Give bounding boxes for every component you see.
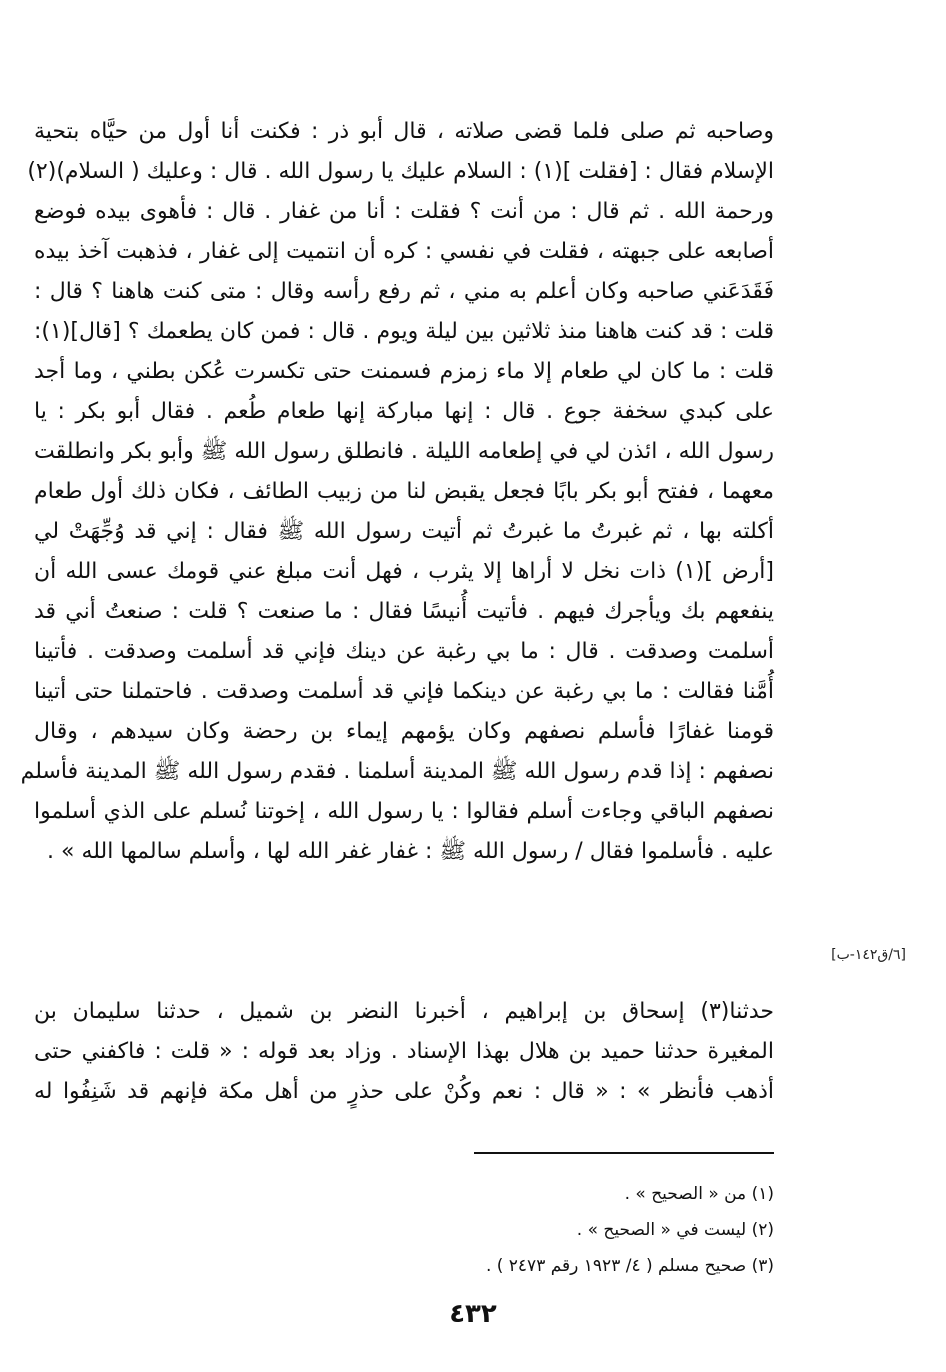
text-line: أكلته بها ، ثم غبرتُ ما غبرتُ ثم أتيت رسول الله ﷺ فقال : إني قد وُجِّهَتْ لي [34, 519, 774, 544]
text-line: رسول الله ، ائذن لي في إطعامه الليلة . فانطلق رسول الله ﷺ وأبو بكر وانطلقت [34, 439, 774, 464]
footnotes [300, 1176, 774, 1284]
text-line: حدثنا(٣) إسحاق بن إبراهيم ، أخبرنا النضر بن شميل ، حدثنا سليمان بن [34, 999, 774, 1024]
text-line: أصابعه على جبهته ، فقلت في نفسي : كره أن انتميت إلى غفار ، فذهبت آخذ بيده [34, 239, 774, 264]
text-line: نصفهم الباقي وجاءت أسلم فقالوا : يا رسول الله ، إخوتنا نُسلم على الذي أسلموا [34, 799, 774, 824]
text-line: [أرض ](١) ذات نخل لا أراها إلا يثرب ، فهل أنت مبلغ عني قومك عسى الله أن [34, 559, 775, 584]
text-line: قومنا غفارًا فأسلم نصفهم وكان يؤمهم إيماء بن رحضة وكان سيدهم ، وقال [34, 719, 774, 744]
footnote-separator [474, 1152, 774, 1154]
main-text-block [20, 112, 775, 872]
text-line: قلت : قد كنت هاهنا منذ ثلاثين بين ليلة ويوم . قال : فمن كان يطعمك ؟ [قال](١): [34, 319, 774, 344]
text-line: نصفهم : إذا قدم رسول الله ﷺ المدينة أسلمنا . فقدم رسول الله ﷺ المدينة فأسلم [20, 759, 774, 784]
manuscript-folio-marker: [٦/ق١٤٢-ب] [831, 947, 906, 963]
text-line: الإسلام فقال : [فقلت ](١) : السلام عليك يا رسول الله . قال : وعليك ( السلام)(٢) [27, 159, 774, 184]
text-line: ورحمة الله . ثم قال : من أنت ؟ فقلت : أنا من غفار . قال : فأهوى بيده فوضع [34, 199, 774, 224]
text-line: عليه . فأسلموا فقال / رسول الله ﷺ : غفار غفر الله لها ، وأسلم سالمها الله » . [47, 839, 774, 864]
text-line: على كبدي سخفة جوع . قال : إنها مباركة إنها طعام طُعم . فقال أبو بكر : يا [34, 399, 774, 424]
footnote: (١) من « الصحيح » . [624, 1184, 774, 1204]
text-line: أُمَّنا فقالت : ما بي رغبة عن دينكما فإني قد أسلمت وصدقت . فاحتملنا حتى أتينا [34, 679, 774, 704]
text-line: معهما ، ففتح أبو بكر بابًا فجعل يقبض لنا من زبيب الطائف ، فكان ذلك أول طعام [34, 479, 774, 504]
page-number: ٤٣٢ [449, 1299, 497, 1329]
footnote: (٣) صحيح مسلم ( ٤/ ١٩٢٣ رقم ٢٤٧٣ ) . [485, 1256, 774, 1276]
text-line: وصاحبه ثم صلى فلما قضى صلاته ، قال أبو ذر : فكنت أنا أول من حيَّاه بتحية [34, 119, 774, 144]
footnote: (٢) ليست في « الصحيح » . [576, 1220, 774, 1240]
text-line: فَقَدَعَني صاحبه وكان أعلم به مني ، ثم رفع رأسه وقال : متى كنت هاهنا ؟ قال : [34, 279, 774, 304]
text-line: ينفعهم بك ويأجرك فيهم . فأتيت أُنيسًا فقال : ما صنعت ؟ قلت : صنعتُ أني قد [34, 599, 774, 624]
text-line: أسلمت وصدقت . قال : ما بي رغبة عن دينك فإني قد أسلمت وصدقت . فأتينا [34, 639, 774, 664]
text-line: المغيرة حدثنا حميد بن هلال بهذا الإسناد . وزاد بعد قوله : « قلت : فاكفني حتى [34, 1039, 774, 1064]
text-line: أذهب فأنظر » : « قال : نعم وكُنْ على حذرٍ من أهل مكة فإنهم قد شَنِفُوا له [34, 1079, 774, 1104]
text-line: قلت : ما كان لي طعام إلا ماء زمزم فسمنت حتى تكسرت عُكن بطني ، وما أجد [34, 359, 774, 384]
second-paragraph [34, 992, 774, 1112]
